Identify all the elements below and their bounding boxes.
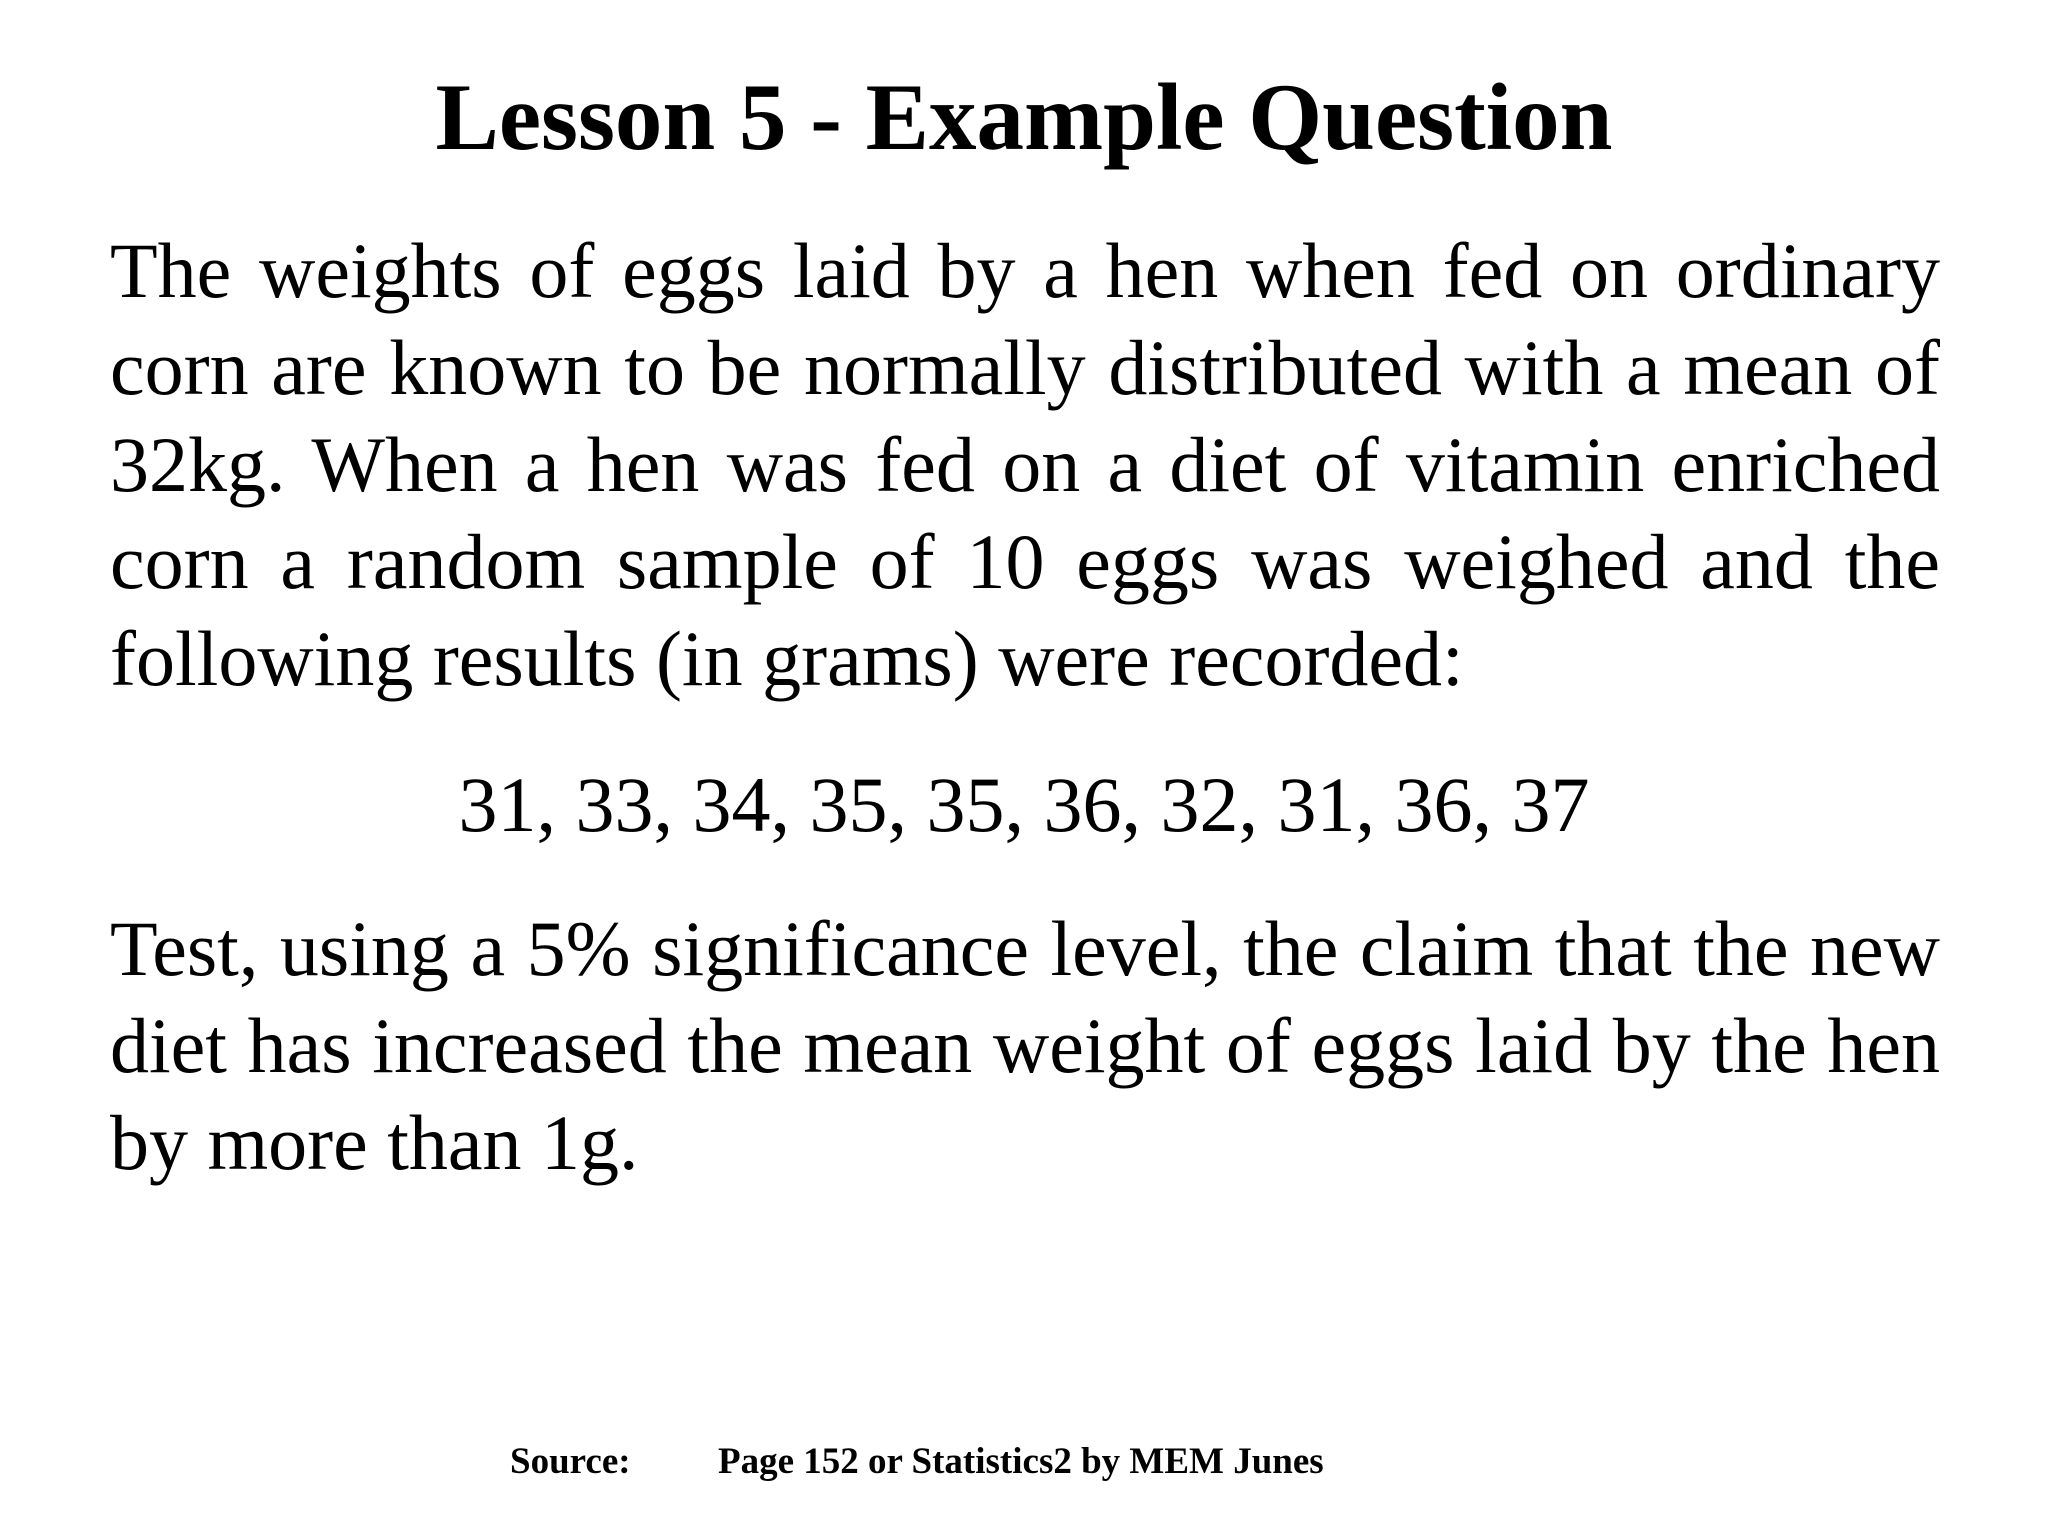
question-task-paragraph: Test, using a 5% significance level, the claim that the new diet has increased the mean weight of eggs laid by the hen by more than 1g. [110, 905, 1940, 1186]
source-text: Page 152 or Statistics2 by MEM Junes [718, 1441, 1324, 1482]
source-citation [510, 1440, 1324, 1484]
source-label: Source: [510, 1441, 631, 1482]
page-title: Lesson 5 - Example Question [435, 64, 1613, 170]
question-intro-paragraph: The weights of eggs laid by a hen when fed on ordinary corn are known to be normally distributed with a mean of 32kg. When a hen was fed on a diet of vitamin enriched corn a random sample of 10 eggs was weighed and the following results (in grams) were recorded: [110, 227, 1940, 702]
sample-data-values: 31, 33, 34, 35, 35, 36, 32, 31, 36, 37 [458, 761, 1590, 848]
